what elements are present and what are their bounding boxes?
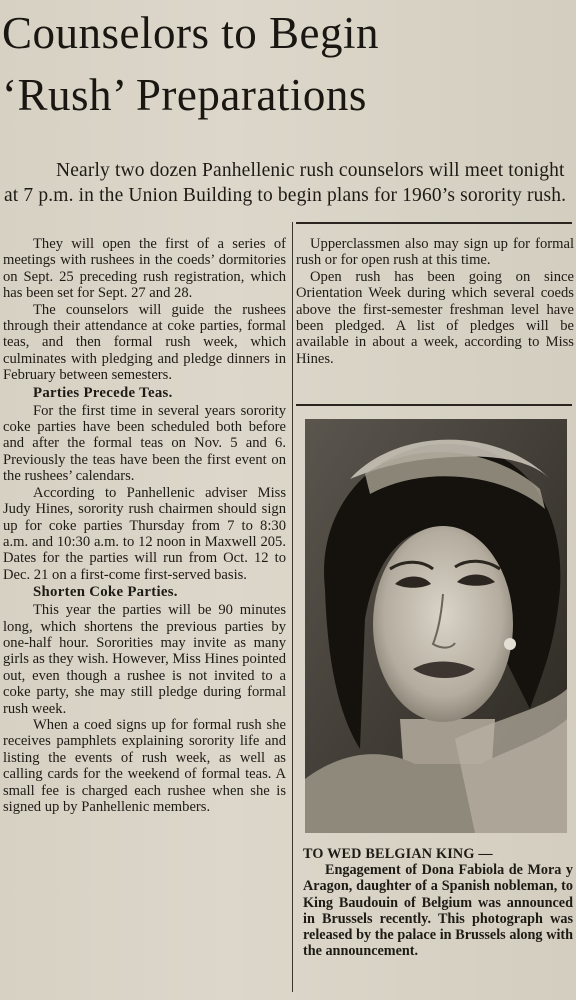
body-paragraph: They will open the first of a series of meetings with rushees in the coeds’ dormitories on Sept. 25 preceding rush registration, which has been set for Sept. 27 and 28. [3,236,286,302]
body-paragraph: Open rush has been going on since Orientation Week during which several coeds above the first-semester freshman level have been pledged. A list of pledges will be available in about a week, according to Miss Hines. [296,268,574,367]
body-paragraph: This year the parties will be 90 minutes long, which shortens the previous parties by one-half hour. Sororities may invite as many girls as they wish. However, Miss Hines pointed out, even though a rushee is not invited to a coke party, she may still pledge during formal rush week. [3,602,286,717]
portrait-illustration [305,419,567,833]
photo-top-rule [296,404,572,406]
portrait-photo [305,419,567,833]
column-top-rule [296,222,572,224]
body-paragraph: The counselors will guide the rushees through their attendance at coke parties, formal teas, and then formal rush week, which culminates with pledging and pledge dinners in February between semesters. [3,301,286,384]
headline [2,2,562,126]
lede-text: Nearly two dozen Panhellenic rush counselors will meet tonight at 7 p.m. in the Union Building to begin plans for 1960’s sorority rush. [4,160,567,206]
caption-body: Engagement of Dona Fabiola de Mora y Aragon, daughter of a Spanish nobleman, to King Baudouin of Belgium was announced in Brussels recently. This photograph was released by the palace in Brussels along with the announcement. [303,862,573,960]
left-column [3,236,286,815]
photo-caption [303,846,573,959]
right-column [296,236,574,367]
body-paragraph: According to Panhellenic adviser Miss Judy Hines, sorority rush chairmen should sign up for coke parties Thursday from 7 to 8:30 a.m. and 10:30 a.m. to 12 noon in Maxwell 205. Dates for the parties will run from Oct. 12 to Dec. 21 on a first-come first-served basis. [3,484,286,583]
headline-line-1: Counselors to Begin [2,8,379,58]
subhead-shorten-coke-parties: Shorten Coke Parties. [33,584,178,601]
lede-paragraph [4,158,574,208]
subhead-parties-precede-teas: Parties Precede Teas. [33,384,173,401]
headline-line-2: ‘Rush’ Preparations [2,70,367,120]
body-paragraph: Upperclassmen also may sign up for formal rush or for open rush at this time. [296,236,574,269]
body-paragraph: For the first time in several years sorority coke parties have been scheduled both before and after the formal teas on Nov. 5 and 6. Previously the teas have been the first event on the rushees’ calendars. [3,402,286,485]
caption-lead: TO WED BELGIAN KING — [303,846,493,862]
column-divider [292,222,293,992]
body-paragraph: When a coed signs up for formal rush she receives pamphlets explaining sorority life and listing the events of rush week, as well as calling cards for the weekend of formal teas. A small fee is charged each rushee when she is signed up by Panhellenic members. [3,716,286,815]
